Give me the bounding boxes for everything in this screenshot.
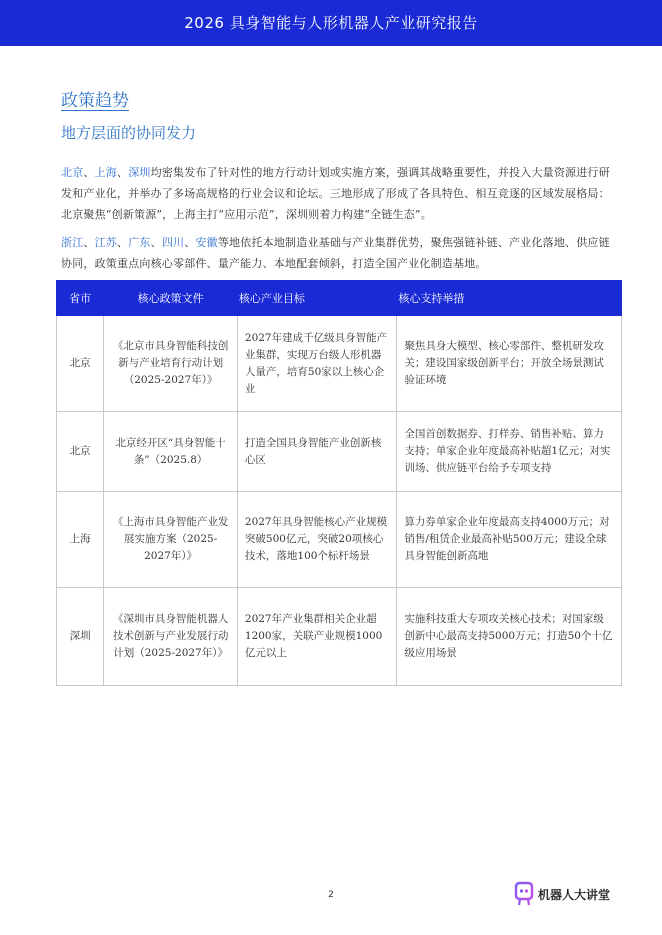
robot-head-icon [513,881,535,907]
city-name: 北京 [61,166,84,179]
city-list: 北京、上海、深圳 [61,166,151,179]
province-cell: 上海 [57,492,104,588]
document-cell: 《北京市具身智能科技创新与产业培育行动计划（2025-2027年）》 [104,316,238,412]
support-cell: 实施科技重大专项攻关核心技术；对国家级创新中心最高支持5000万元；打造50个十亿级应用场景 [397,588,622,686]
document-cell: 《深圳市具身智能机器人技术创新与产业发展行动计划（2025-2027年）》 [104,588,238,686]
paragraph-text: 均密集发布了针对性的地方行动计划或实施方案，强调其战略重要性，并投入大量资源进行研发和产业化，并举办了多场高规格的行业会议和论坛。三地形成了形成了各具特色、相互竞逐的区域发展格局：北京聚焦“创新策源”，上海主打“应用示范”，深圳则着力构建“全链生态”。 [61,166,610,221]
document-cell: 《上海市具身智能产业发展实施方案（2025-2027年）》 [104,492,238,588]
city-name: 广东 [128,236,151,249]
province-cell: 北京 [57,412,104,492]
goal-cell: 打造全国具身智能产业创新核心区 [237,412,396,492]
table-row [57,588,622,686]
table-header-row [57,281,622,316]
support-cell: 算力券单家企业年度最高支持4000万元；对销售/租赁企业最高补贴500万元；建设全球具身智能创新高地 [397,492,622,588]
province-cell: 北京 [57,316,104,412]
city-name: 浙江 [61,236,84,249]
city-name: 上海 [94,166,118,179]
paragraph-text: 等地依托本地制造业基础与产业集群优势，聚焦强链补链、产业化落地、供应链协同，政策重点向核心零部件、量产能力、本地配套倾斜，打造全国产业化制造基地。 [61,236,610,270]
support-cell: 聚焦具身大模型、核心零部件、整机研发攻关；建设国家级创新平台；开放全场景测试验证环境 [397,316,622,412]
brand-logo [513,881,610,907]
page-number: 2 [328,890,334,900]
goal-cell: 2027年建成千亿级具身智能产业集群，实现万台级人形机器人量产，培育50家以上核心企业 [237,316,396,412]
table-row [57,316,622,412]
paragraph-2 [61,232,615,274]
document-cell: 北京经开区“具身智能十条”（2025.8） [104,412,238,492]
logo-text: 机器人大讲堂 [538,887,611,902]
city-name: 四川 [161,236,185,249]
city-name: 江苏 [94,236,118,249]
table-row [57,412,622,492]
column-header-support: 核心支持举措 [397,281,622,316]
table-row [57,492,622,588]
page-header [0,0,662,46]
city-list: 浙江、江苏、广东、四川、安徽 [61,236,218,249]
goal-cell: 2027年产业集群相关企业超1200家，关联产业规模1000亿元以上 [237,588,396,686]
policy-table [56,280,622,686]
paragraph-1 [61,162,615,225]
goal-cell: 2027年具身智能核心产业规模突破500亿元，突破20项核心技术，落地100个标杆场景 [237,492,396,588]
support-cell: 全国首创数据券、打样券、销售补贴、算力支持；单家企业年度最高补贴超1亿元；对实训场、供应链平台给予专项支持 [397,412,622,492]
province-cell: 深圳 [57,588,104,686]
column-header-document: 核心政策文件 [104,281,238,316]
column-header-goal: 核心产业目标 [237,281,396,316]
report-title: 2026 具身智能与人形机器人产业研究报告 [184,14,478,32]
city-name: 深圳 [128,166,151,179]
subsection-title: 地方层面的协同发力 [61,124,197,142]
city-name: 安徽 [195,236,218,249]
section-title: 政策趋势 [61,91,129,111]
column-header-province: 省市 [57,281,104,316]
